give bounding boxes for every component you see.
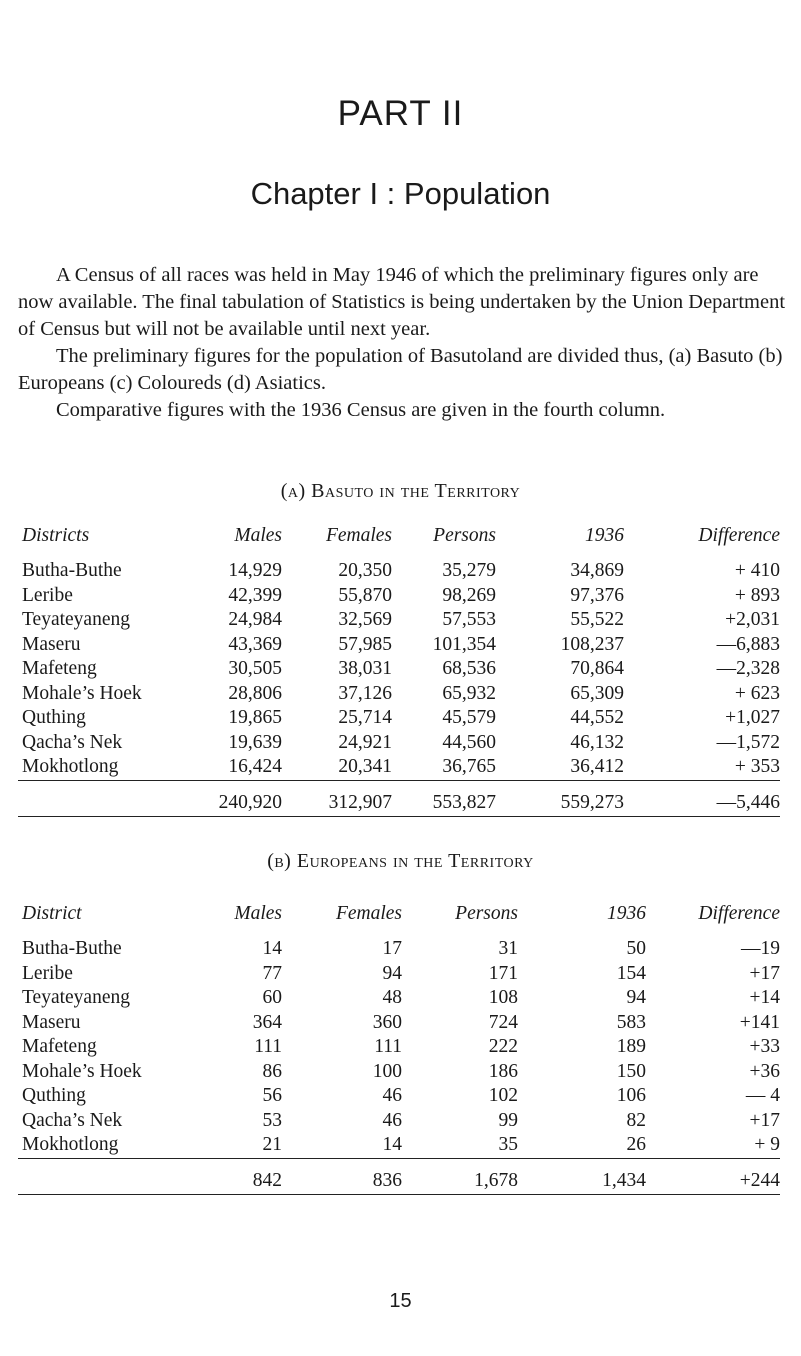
table-row — [18, 1011, 780, 1036]
value-cell: 94 — [626, 987, 646, 1009]
value-cell: 101,354 — [432, 633, 496, 655]
value-cell: 86 — [262, 1060, 282, 1082]
value-cell: —19 — [741, 938, 780, 960]
total-cell: 312,907 — [282, 780, 392, 816]
table-header-row — [18, 903, 780, 937]
value-cell: +2,031 — [725, 609, 780, 631]
column-header: Districts — [22, 525, 90, 546]
value-cell: + 893 — [734, 584, 780, 606]
basuto-population-table — [18, 525, 780, 817]
value-cell: 102 — [488, 1085, 518, 1107]
table-row — [18, 682, 780, 707]
value-cell: 364 — [252, 1011, 282, 1033]
total-cell: 1,678 — [402, 1158, 518, 1194]
district-name-cell: Teyateyaneng — [22, 609, 130, 631]
district-name-cell: Leribe — [22, 962, 73, 984]
intro-paragraph: A Census of all races was held in May 1946 of which the preliminary figures only are now available. The final tabulation of Statistics is being undertaken by the Union Department of Census but will not be available until next year. — [18, 264, 786, 340]
part-title: PART II — [337, 94, 464, 133]
total-cell: 1,434 — [518, 1158, 646, 1194]
value-cell: + 9 — [646, 1133, 780, 1158]
value-cell: 53 — [262, 1109, 282, 1131]
value-cell: 16,424 — [196, 755, 282, 780]
total-cell: —5,446 — [624, 780, 780, 816]
section-heading-basuto: (a) Basuto in the Territory — [280, 480, 521, 502]
value-cell: +33 — [749, 1036, 780, 1058]
value-cell: 77 — [262, 962, 282, 984]
value-cell: +17 — [749, 1109, 780, 1131]
table-row — [18, 1084, 780, 1109]
table-row — [18, 1060, 780, 1085]
value-cell: 189 — [616, 1036, 646, 1058]
value-cell: 150 — [616, 1060, 646, 1082]
value-cell: +14 — [749, 987, 780, 1009]
value-cell: 724 — [488, 1011, 518, 1033]
value-cell: +17 — [749, 962, 780, 984]
value-cell: 360 — [372, 1011, 402, 1033]
value-cell: 21 — [196, 1133, 282, 1158]
value-cell: 57,553 — [442, 609, 496, 631]
totals-row — [18, 1158, 780, 1194]
value-cell: 56 — [262, 1085, 282, 1107]
value-cell: 24,984 — [228, 609, 282, 631]
value-cell: 35 — [402, 1133, 518, 1158]
district-name-cell: Qacha’s Nek — [22, 1109, 123, 1131]
value-cell: 55,522 — [570, 609, 624, 631]
value-cell: 50 — [626, 938, 646, 960]
total-cell: 553,827 — [392, 780, 496, 816]
table-row — [18, 755, 780, 780]
value-cell: 36,765 — [392, 755, 496, 780]
value-cell: 30,505 — [228, 658, 282, 680]
value-cell: 14 — [282, 1133, 402, 1158]
value-cell: 44,560 — [442, 731, 496, 753]
value-cell: 20,341 — [282, 755, 392, 780]
total-cell: 842 — [196, 1158, 282, 1194]
value-cell: +1,027 — [725, 707, 780, 729]
table-row — [18, 1133, 780, 1158]
value-cell: 44,552 — [570, 707, 624, 729]
value-cell: 36,412 — [496, 755, 624, 780]
totals-row — [18, 780, 780, 816]
value-cell: —1,572 — [716, 731, 780, 753]
district-name-cell: Teyateyaneng — [22, 987, 130, 1009]
intro-paragraph: The preliminary figures for the population of Basutoland are divided thus, (a) Basuto (b) Europeans (c) Coloureds (d) Asiatics. — [18, 345, 783, 394]
column-header: 1936 — [585, 525, 624, 546]
value-cell: 108,237 — [560, 633, 624, 655]
value-cell: —2,328 — [716, 658, 780, 680]
value-cell: 19,865 — [228, 707, 282, 729]
column-header: Persons — [455, 903, 518, 924]
value-cell: 35,279 — [442, 560, 496, 582]
district-name-cell: Qacha’s Nek — [22, 731, 123, 753]
table-row — [18, 937, 780, 962]
value-cell: 60 — [262, 987, 282, 1009]
district-name-cell: Mokhotlong — [18, 1133, 196, 1158]
value-cell: 57,985 — [338, 633, 392, 655]
value-cell: 14,929 — [228, 560, 282, 582]
column-header: District — [22, 903, 82, 924]
value-cell: —6,883 — [716, 633, 780, 655]
value-cell: 45,579 — [442, 707, 496, 729]
value-cell: 97,376 — [570, 584, 624, 606]
table-row — [18, 731, 780, 756]
value-cell: 25,714 — [338, 707, 392, 729]
value-cell: 14 — [262, 938, 282, 960]
value-cell: 111 — [374, 1036, 402, 1058]
value-cell: 222 — [488, 1036, 518, 1058]
value-cell: 154 — [616, 962, 646, 984]
value-cell: 24,921 — [338, 731, 392, 753]
value-cell: 26 — [518, 1133, 646, 1158]
value-cell: 48 — [382, 987, 402, 1009]
value-cell: 108 — [488, 987, 518, 1009]
section-heading-europeans: (b) Europeans in the Territory — [267, 850, 534, 872]
column-header: Males — [234, 903, 282, 924]
column-header: Males — [234, 525, 282, 546]
value-cell: 106 — [616, 1085, 646, 1107]
value-cell: 32,569 — [338, 609, 392, 631]
intro-text — [18, 262, 788, 424]
value-cell: 70,864 — [570, 658, 624, 680]
value-cell: 20,350 — [338, 560, 392, 582]
table-row — [18, 1109, 780, 1134]
table-row — [18, 559, 780, 584]
value-cell: 98,269 — [442, 584, 496, 606]
value-cell: 28,806 — [228, 682, 282, 704]
value-cell: 171 — [488, 962, 518, 984]
value-cell: 65,309 — [570, 682, 624, 704]
column-header: 1936 — [607, 903, 646, 924]
value-cell: 43,369 — [228, 633, 282, 655]
value-cell: + 623 — [734, 682, 780, 704]
value-cell: 111 — [254, 1036, 282, 1058]
table-row — [18, 608, 780, 633]
total-cell: 836 — [282, 1158, 402, 1194]
value-cell: 17 — [382, 938, 402, 960]
district-name-cell: Mafeteng — [22, 1036, 97, 1058]
value-cell: 65,932 — [442, 682, 496, 704]
value-cell: 68,536 — [442, 658, 496, 680]
table-row — [18, 1035, 780, 1060]
value-cell: + 410 — [734, 560, 780, 582]
value-cell: 82 — [626, 1109, 646, 1131]
value-cell: 46 — [382, 1109, 402, 1131]
european-population-table — [18, 903, 780, 1195]
value-cell: 46,132 — [570, 731, 624, 753]
district-name-cell: Quthing — [22, 707, 86, 729]
value-cell: 94 — [382, 962, 402, 984]
district-name-cell: Quthing — [22, 1085, 86, 1107]
district-name-cell: Mohale’s Hoek — [22, 1060, 142, 1082]
value-cell: 46 — [382, 1085, 402, 1107]
district-name-cell: Maseru — [22, 633, 81, 655]
intro-paragraph: Comparative figures with the 1936 Census are given in the fourth column. — [56, 399, 666, 421]
total-cell: +244 — [646, 1158, 780, 1194]
value-cell: +36 — [749, 1060, 780, 1082]
total-cell: 559,273 — [496, 780, 624, 816]
column-header: Persons — [433, 525, 496, 546]
column-header: Difference — [698, 903, 780, 924]
table-row — [18, 706, 780, 731]
table-row — [18, 986, 780, 1011]
total-cell — [18, 780, 196, 816]
column-header: Females — [325, 525, 392, 546]
value-cell: + 353 — [624, 755, 780, 780]
district-name-cell: Butha-Buthe — [22, 938, 122, 960]
value-cell: 34,869 — [570, 560, 624, 582]
district-name-cell: Mokhotlong — [18, 755, 196, 780]
value-cell: 583 — [616, 1011, 646, 1033]
table-header-row — [18, 525, 780, 559]
page-number: 15 — [389, 1290, 412, 1312]
chapter-title: Chapter I : Population — [250, 176, 551, 211]
value-cell: 186 — [488, 1060, 518, 1082]
total-cell: 240,920 — [196, 780, 282, 816]
table-row — [18, 657, 780, 682]
value-cell: — 4 — [745, 1085, 780, 1107]
district-name-cell: Butha-Buthe — [22, 560, 122, 582]
table-row — [18, 962, 780, 987]
value-cell: 100 — [372, 1060, 402, 1082]
district-name-cell: Mohale’s Hoek — [22, 682, 142, 704]
table-row — [18, 633, 780, 658]
district-name-cell: Leribe — [22, 584, 73, 606]
value-cell: 55,870 — [338, 584, 392, 606]
value-cell: 99 — [498, 1109, 518, 1131]
district-name-cell: Maseru — [22, 1011, 81, 1033]
value-cell: +141 — [739, 1011, 780, 1033]
column-header: Females — [335, 903, 402, 924]
value-cell: 19,639 — [228, 731, 282, 753]
value-cell: 38,031 — [338, 658, 392, 680]
total-cell — [18, 1158, 196, 1194]
value-cell: 37,126 — [338, 682, 392, 704]
district-name-cell: Mafeteng — [22, 658, 97, 680]
value-cell: 42,399 — [228, 584, 282, 606]
column-header: Difference — [698, 525, 780, 546]
table-row — [18, 584, 780, 609]
value-cell: 31 — [498, 938, 518, 960]
